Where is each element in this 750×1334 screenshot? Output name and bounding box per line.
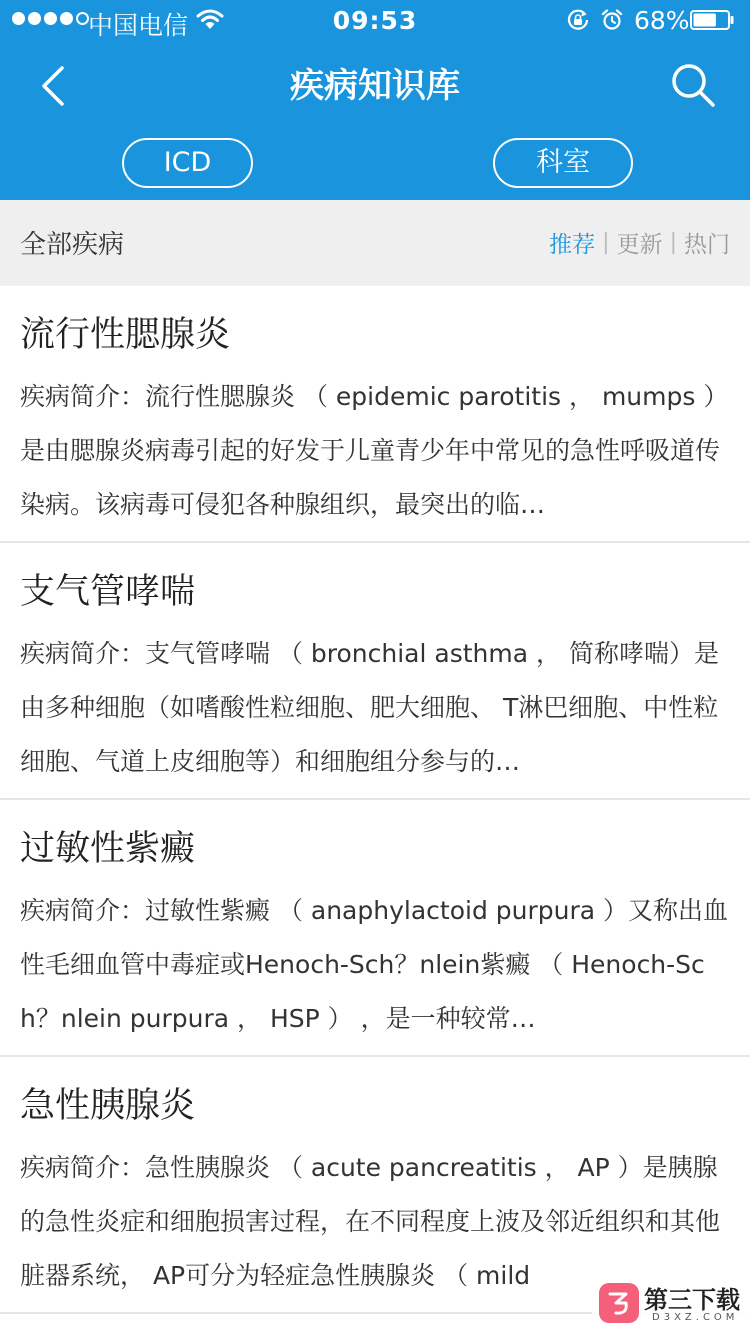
sort-separator: | [669,230,677,255]
disease-summary: 疾病简介：急性胰腺炎 （ acute pancreatitis ， AP ）是胰腺的急性炎症和细胞损害过程，在不同程度上波及邻近组织和其他脏器系统， AP可分为轻症急性胰腺炎 （ mild [20,1153,721,1290]
disease-summary: 疾病简介：流行性腮腺炎 （ epidemic parotitis ， mumps ）是由腮腺炎病毒引起的好发于儿童青少年中常见的急性呼吸道传染病。该病毒可侵犯各种腺组织，最突出的临… [20,382,729,519]
battery-icon [690,10,734,30]
rotation-lock-icon [567,9,589,31]
disease-name: 过敏性紫癜 [20,829,196,869]
status-time: 09:53 [332,6,418,35]
watermark-title: 第三下载 [644,1286,740,1314]
disease-name: 支气管哮喘 [20,572,196,612]
filter-title: 全部疾病 [20,230,125,260]
disease-list [0,286,750,1314]
icd-tab-button[interactable]: ICD [122,138,253,188]
sort-options [549,226,730,259]
sort-updated[interactable]: 更新 [616,232,663,258]
filter-bar [0,200,750,286]
watermark [592,1276,750,1334]
disease-name: 流行性腮腺炎 [20,315,231,355]
watermark-logo-icon [598,1282,640,1324]
page-title: 疾病知识库 [290,66,460,106]
watermark-subtitle: D3XZ.COM [652,1312,739,1323]
alarm-icon [601,9,623,31]
battery-percent: 68% [634,6,690,35]
disease-item[interactable] [0,543,750,800]
sort-recommended[interactable]: 推荐 [549,232,596,258]
disease-item[interactable] [0,800,750,1057]
search-icon[interactable] [668,60,718,110]
disease-summary: 疾病简介：过敏性紫癜 （ anaphylactoid purpura ）又称出血性毛细血管中毒症或Henoch-Sch？nlein紫癜 （ Henoch-Sch？nlein purpura ， HSP ） ，是一种较常… [20,896,729,1033]
carrier-name: 中国电信 [88,11,189,40]
sort-separator: | [602,230,610,255]
status-bar [0,0,750,40]
disease-name: 急性胰腺炎 [20,1086,196,1126]
department-tab-button[interactable]: 科室 [493,138,633,188]
disease-item[interactable] [0,286,750,543]
sort-popular[interactable]: 热门 [684,232,730,258]
disease-summary: 疾病简介：支气管哮喘 （ bronchial asthma ， 简称哮喘）是由多种细胞（如嗜酸性粒细胞、肥大细胞、 T淋巴细胞、中性粒细胞、气道上皮细胞等）和细胞组分参与的… [20,639,719,776]
app-header [0,0,750,200]
